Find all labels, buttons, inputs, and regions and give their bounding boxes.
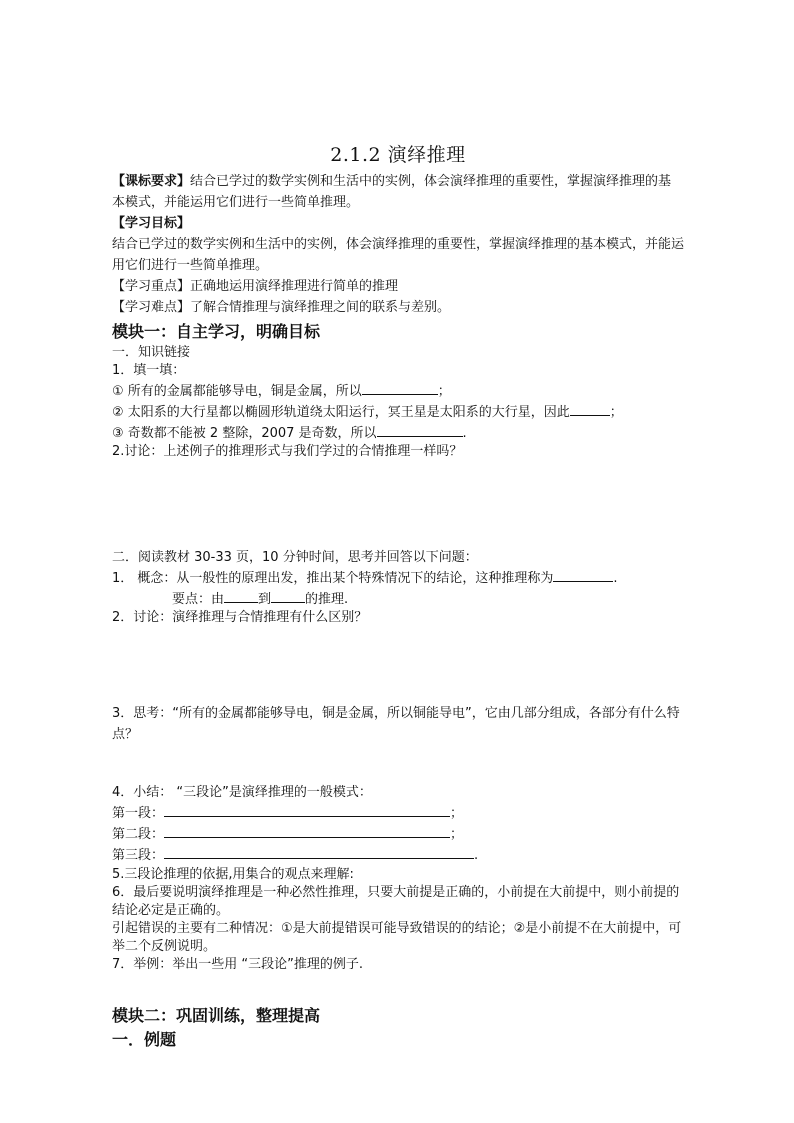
keypoint-blank-two[interactable] (271, 588, 305, 603)
segment-one-label: 第一段： (112, 806, 165, 821)
keypoint-text-a: 要点：由 (172, 592, 225, 607)
segment-three-label: 第三段： (112, 848, 165, 863)
objectives-label: 【学习目标】 (112, 216, 191, 231)
concept-text: 1． 概念：从一般性的原理出发，推出某个特殊情况下的结论，这种推理称为 (112, 571, 554, 586)
section-one-heading: 一．知识链接 (112, 345, 191, 360)
example-three (112, 422, 684, 443)
example-one-text: ① 所有的金属都能够导电，铜是金属，所以 (112, 384, 362, 399)
concept-end: . (613, 571, 618, 586)
answer-blank-three[interactable] (377, 422, 463, 437)
curriculum-text: 结合已学过的数学实例和生活中的实例，体会演绎推理的重要性，掌握演绎推理的基本模式，并能运用它们进行一些简单推理。 (112, 174, 672, 210)
answer-blank-two[interactable] (570, 401, 610, 416)
errors-item: 引起错误的主要有二种情况：①是大前提错误可能导致错误的的结论；②是小前提不在大前提中，可举二个反例说明。 (112, 921, 682, 954)
key-point (112, 276, 684, 297)
curriculum-requirement (112, 171, 684, 213)
discussion-two: 2．讨论：演绎推理与合情推理有什么区别？ (112, 610, 368, 625)
keypoint-blank-one[interactable] (224, 588, 258, 603)
example-three-end: . (462, 426, 467, 441)
concept-item (112, 567, 684, 588)
concept-blank[interactable] (553, 567, 613, 582)
difficulty (112, 297, 684, 318)
think-item: 3．思考：“所有的金属都能够导电，铜是金属，所以铜能导电”，它由几部分组成，各部分有什么特点？ (112, 706, 680, 742)
example-one (112, 380, 684, 401)
difficulty-text: 了解合情推理与演绎推理之间的联系与差别。 (190, 300, 451, 315)
keypoint-text-c: 的推理. (305, 592, 349, 607)
segment-two-end: ； (450, 827, 464, 842)
curriculum-label: 【课标要求】 (112, 174, 191, 189)
key-point-label: 【学习重点】 (112, 279, 191, 294)
keypoint-text-b: 到 (258, 592, 272, 607)
segment-one-blank[interactable] (164, 802, 450, 817)
section-two-heading: 二．阅读教材 30-33 页，10 分钟时间，思考并回答以下问题： (112, 550, 478, 565)
example-two-text: ② 太阳系的大行星都以椭圆形轨道绕太阳运行，冥王星是太阳系的大行星，因此 (112, 405, 570, 420)
difficulty-label: 【学习难点】 (112, 300, 191, 315)
discussion-one: 2.讨论：上述例子的推理形式与我们学过的合情推理一样吗？ (112, 444, 463, 459)
example-two (112, 401, 684, 422)
segment-three (112, 844, 684, 865)
segment-three-end: . (474, 848, 479, 863)
module-two-heading: 模块二：巩固训练，整理提高 (112, 1006, 321, 1025)
worksheet-page (112, 140, 684, 1052)
objectives-text: 结合已学过的数学实例和生活中的实例，体会演绎推理的重要性，掌握演绎推理的基本模式，并能运用它们进行一些简单推理。 (112, 237, 685, 273)
segment-three-blank[interactable] (164, 844, 474, 859)
fill-in-heading: 1．填一填： (112, 363, 186, 378)
basis-item: 5.三段论推理的依据,用集合的观点来理解: (112, 867, 354, 882)
module-one-heading: 模块一：自主学习，明确目标 (112, 322, 321, 341)
example-two-end: ； (609, 405, 623, 420)
example-heading: 一．例题 (112, 1030, 177, 1049)
segment-two (112, 823, 684, 844)
item-six: 6．最后要说明演绎推理是一种必然性推理，只要大前提是正确的，小前提在大前提中，则小前提的结论必定是正确的。 (112, 885, 680, 918)
answer-space-three (112, 745, 684, 783)
segment-one (112, 802, 684, 823)
answer-space-two (112, 627, 684, 703)
page-title: 2.1.2 演绎推理 (330, 144, 466, 166)
answer-space (112, 461, 684, 549)
example-three-text: ③ 奇数都不能被 2 整除，2007 是奇数，所以 (112, 426, 377, 441)
spacer (112, 974, 684, 1004)
segment-two-blank[interactable] (164, 823, 450, 838)
item-seven: 7．举例：举出一些用 “三段论”推理的例子. (112, 957, 364, 972)
keypoint-item (112, 588, 684, 609)
key-point-text: 正确地运用演绎推理进行简单的推理 (190, 279, 399, 294)
summary-item: 4．小结： “三段论”是演绎推理的一般模式： (112, 785, 372, 800)
segment-one-end: ； (450, 806, 464, 821)
example-one-end: ； (437, 384, 451, 399)
answer-blank-one[interactable] (362, 380, 438, 395)
segment-two-label: 第二段： (112, 827, 165, 842)
